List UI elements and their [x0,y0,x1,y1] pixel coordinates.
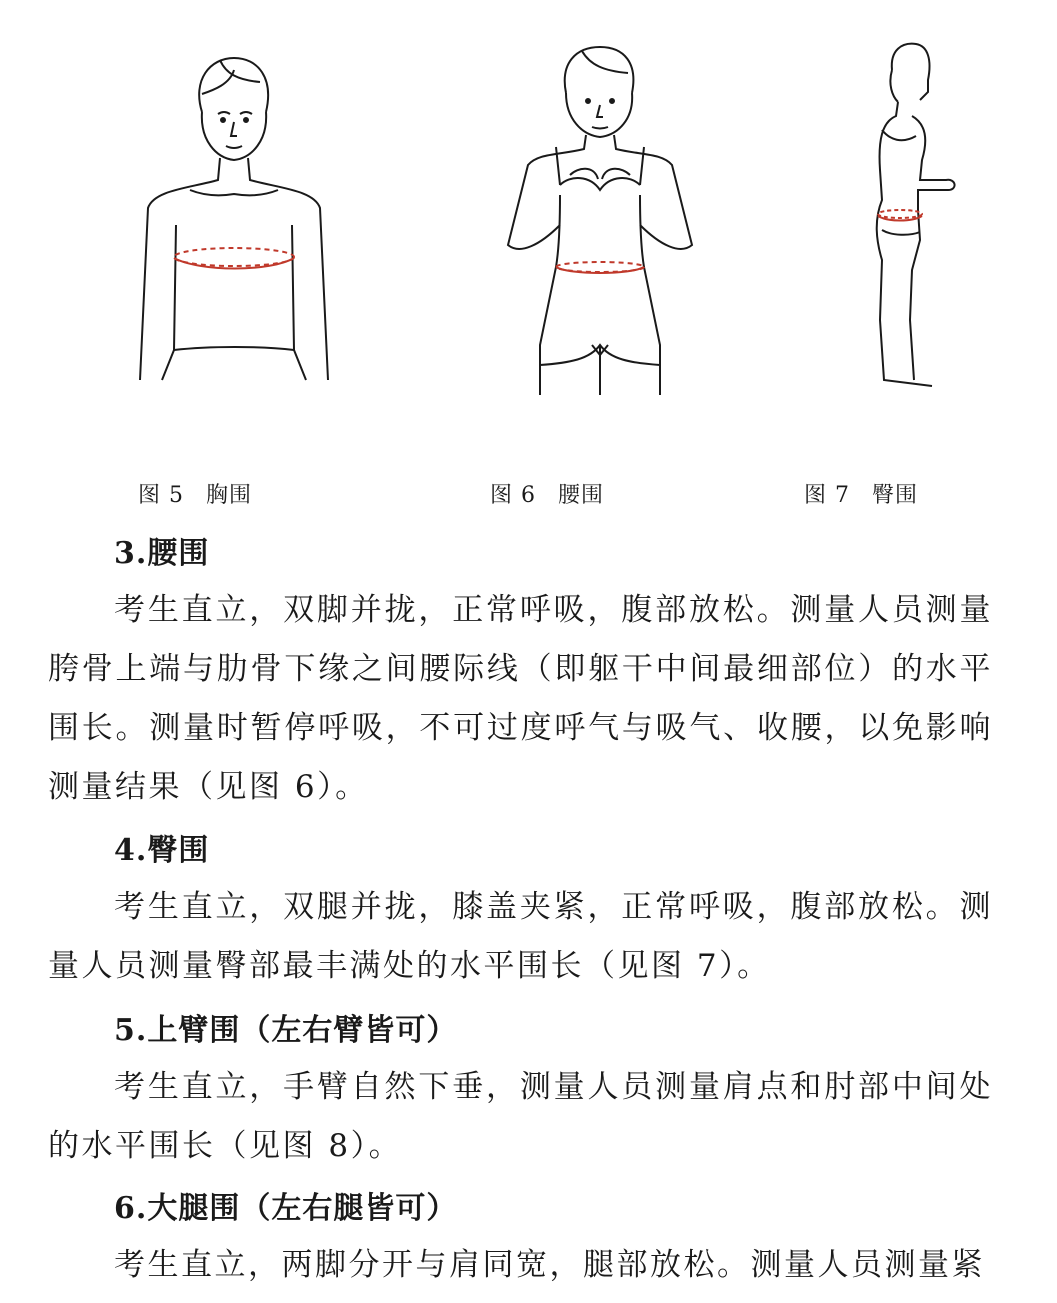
figure-label: 胸围 [206,483,253,508]
figure-caption-6 [490,478,604,509]
chest-measurement-figure-icon [130,50,340,390]
section-heading-waist: 3.腰围 [114,536,210,571]
figure-number: 图 5 [138,483,184,508]
hip-measurement-figure-icon [862,40,972,400]
figure-caption-7 [804,478,918,509]
figure-label: 臀围 [872,483,919,508]
figure-number: 图 6 [490,483,536,508]
figure-number: 图 7 [804,483,850,508]
section-heading-thigh: 6.大腿围（左右腿皆可） [114,1191,458,1226]
section-body-hip: 考生直立，双腿并拢，膝盖夹紧，正常呼吸，腹部放松。测量人员测量臀部最丰满处的水平围长（见图 7）。 [48,889,993,984]
section-body-upper-arm: 考生直立，手臂自然下垂，测量人员测量肩点和肘部中间处的水平围长（见图 8）。 [48,1069,993,1164]
figure-hip [862,40,972,400]
section-body-waist: 考生直立，双脚并拢，正常呼吸，腹部放松。测量人员测量胯骨上端与肋骨下缘之间腰际线（即躯干中间最细部位）的水平围长。测量时暂停呼吸，不可过度呼气与吸气、收腰，以免影响测量结果（见图 6）。 [48,592,993,805]
figure-caption-5 [138,478,252,509]
figure-label: 腰围 [558,483,605,508]
figure-chest [130,50,340,390]
figure-waist [500,45,700,400]
section-heading-hip: 4.臀围 [114,833,210,868]
waist-measurement-figure-icon [500,45,700,400]
section-heading-upper-arm: 5.上臂围（左右臂皆可） [114,1013,458,1048]
section-body-thigh: 考生直立，两脚分开与肩同宽，腿部放松。测量人员测量紧 [114,1247,985,1283]
